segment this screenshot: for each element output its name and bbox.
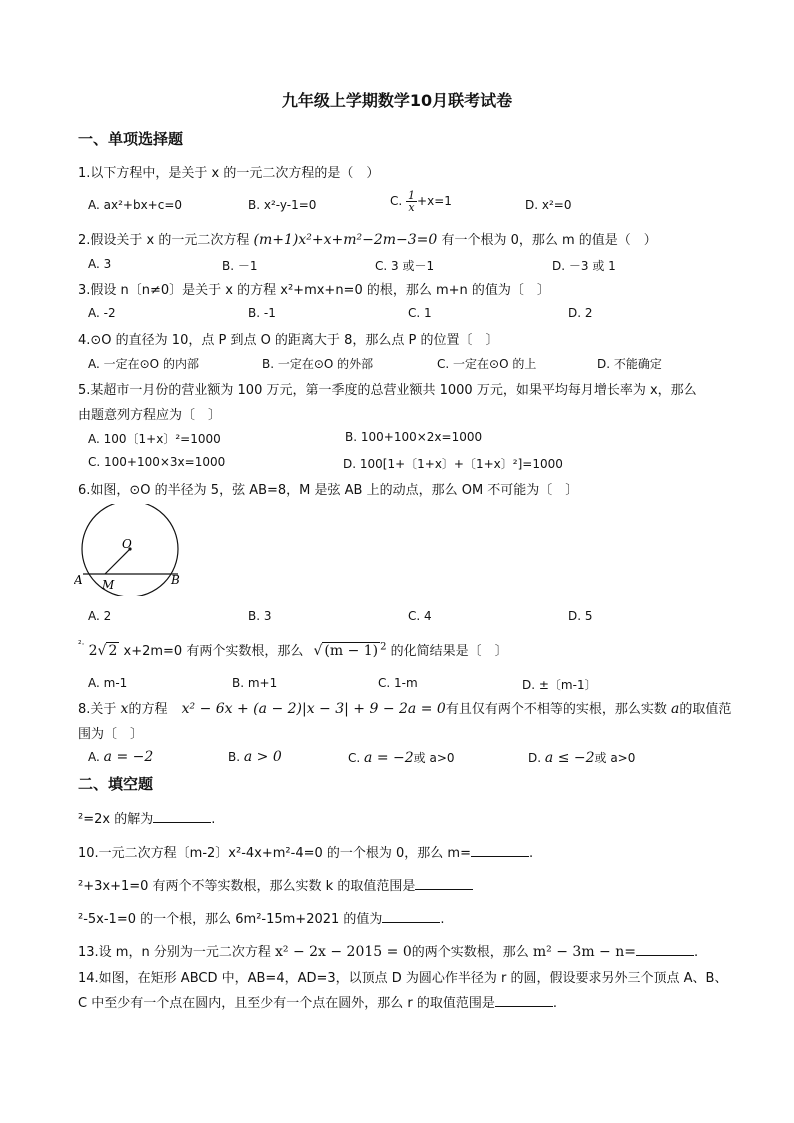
page-title: 九年级上学期数学10月联考试卷 bbox=[281, 91, 513, 110]
q3-option-c: C. 1 bbox=[408, 306, 432, 320]
label-b: B bbox=[171, 573, 180, 587]
question-8-stem-line2: 围为〔 〕 bbox=[78, 727, 144, 742]
question-1-stem: 1.以下方程中，是关于 x 的一元二次方程的是（ ） bbox=[78, 166, 380, 181]
q7-option-b: B. m+1 bbox=[232, 676, 278, 690]
q5-option-d: D. 100[1+〔1+x〕+〔1+x〕²]=1000 bbox=[343, 457, 563, 471]
q2-equation: (m+1)x²+x+m²−2m−3=0 bbox=[253, 232, 438, 248]
answer-blank[interactable] bbox=[471, 844, 529, 857]
q3-option-b: B. -1 bbox=[248, 306, 276, 320]
question-14-line2: C 中至少有一个点在圆内，且至少有一个点在圆外，那么 r 的取值范围是 . bbox=[78, 996, 557, 1011]
label-o: O bbox=[122, 537, 132, 551]
circle-figure bbox=[74, 504, 186, 596]
q5-option-b: B. 100+100×2x=1000 bbox=[345, 430, 483, 444]
answer-blank[interactable] bbox=[495, 994, 553, 1007]
q6-option-b: B. 3 bbox=[248, 609, 272, 623]
q2-option-b: B. －1 bbox=[222, 259, 258, 273]
q1-option-b: B. x²-y-1=0 bbox=[248, 198, 317, 212]
q2-option-c: C. 3 或－1 bbox=[375, 259, 435, 273]
answer-blank[interactable] bbox=[153, 810, 211, 823]
q2-option-d: D. －3 或 1 bbox=[552, 259, 616, 273]
q5-option-c: C. 100+100×3x=1000 bbox=[88, 455, 226, 469]
q6-option-d: D. 5 bbox=[568, 609, 593, 623]
q2-option-a: A. 3 bbox=[88, 257, 112, 271]
answer-blank[interactable] bbox=[415, 877, 473, 890]
answer-blank[interactable] bbox=[636, 943, 694, 956]
q3-option-a: A. -2 bbox=[88, 306, 116, 320]
q7-option-d: D. ±〔m-1〕 bbox=[522, 678, 597, 692]
q1-option-a: A. ax²+bx+c=0 bbox=[88, 198, 183, 212]
question-7-stem: $^{^2\cdot}$ 2√ 2 x+2m=0 有两个实数根，那么 √ (m − 1) $^2$ 的化简结果是〔 〕 bbox=[78, 640, 508, 659]
q4-option-d: D. 不能确定 bbox=[597, 357, 662, 371]
question-2-stem: 2.假设关于 x 的一元二次方程 (m+1)x²+x+m²−2m−3=0 有一个根为 0，那么 m 的值是（ ） bbox=[78, 232, 657, 248]
q5-option-a: A. 100〔1+x〕²=1000 bbox=[88, 432, 221, 446]
q4-option-b: B. 一定在⊙O 的外部 bbox=[262, 357, 374, 371]
question-11: ²+3x+1=0 有两个不等实数根，那么实数 k 的取值范围是 bbox=[78, 875, 473, 894]
q3-option-d: D. 2 bbox=[568, 306, 593, 320]
q7-option-a: A. m-1 bbox=[88, 676, 128, 690]
q7-option-c: C. 1-m bbox=[378, 676, 418, 690]
q8-option-d: D. a ≤ −2或 a>0 bbox=[528, 750, 636, 766]
q6-option-a: A. 2 bbox=[88, 609, 112, 623]
question-13: 13.设 m，n 分别为一元二次方程 x² − 2x − 2015 = 0的两个实数根，那么 m² − 3m − n= . bbox=[78, 944, 699, 960]
q4-option-a: A. 一定在⊙O 的内部 bbox=[88, 357, 199, 371]
q1-option-d: D. x²=0 bbox=[525, 198, 572, 212]
q8-option-c: C. a = −2或 a>0 bbox=[348, 750, 455, 766]
q8-option-a: A. a = −2 bbox=[88, 749, 154, 765]
question-5-stem-line2: 由题意列方程应为〔 〕 bbox=[78, 408, 222, 423]
question-12: ²-5x-1=0 的一个根，那么 6m²-15m+2021 的值为 . bbox=[78, 912, 445, 927]
q8-equation: x² − 6x + (a − 2)|x − 3| + 9 − 2a = 0 bbox=[181, 701, 446, 717]
label-m: M bbox=[102, 578, 115, 592]
section-heading-fill: 二、填空题 bbox=[78, 775, 154, 793]
question-5-stem-line1: 5.某超市一月份的营业额为 100 万元，第一季度的总营业额共 1000 万元，如果平均每月增长率为 x，那么 bbox=[78, 383, 697, 398]
section-heading-choice: 一、单项选择题 bbox=[78, 130, 184, 148]
question-8-stem-line1: 8.关于 x的方程 x² − 6x + (a − 2)|x − 3| + 9 − 2a = 0有且仅有两个不相等的实根，那么实数 a的取值范 bbox=[78, 701, 732, 717]
q1-option-c: C. $\frac{1}{x}$ +x=1 bbox=[390, 189, 452, 214]
q6-option-c: C. 4 bbox=[408, 609, 432, 623]
question-3-stem: 3.假设 n〔n≠0〕是关于 x 的方程 x²+mx+n=0 的根，那么 m+n 的值为〔 〕 bbox=[78, 283, 550, 298]
question-9: ²=2x 的解为 . bbox=[78, 812, 216, 827]
q4-option-c: C. 一定在⊙O 的上 bbox=[437, 357, 537, 371]
q8-option-b: B. a > 0 bbox=[228, 749, 282, 765]
question-4-stem: 4.⊙O 的直径为 10，点 P 到点 O 的距离大于 8，那么点 P 的位置〔 〕 bbox=[78, 333, 499, 348]
question-14-line1: 14.如图，在矩形 ABCD 中，AB=4，AD=3，以顶点 D 为圆心作半径为 r 的圆，假设要求另外三个顶点 A、B、 bbox=[78, 971, 728, 986]
question-10: 10.一元二次方程〔m-2〕x²-4x+m²-4=0 的一个根为 0，那么 m= . bbox=[78, 846, 534, 861]
label-a: A bbox=[74, 573, 83, 587]
question-6-stem: 6.如图，⊙O 的半径为 5，弦 AB=8，M 是弦 AB 上的动点，那么 OM 不可能为〔 〕 bbox=[78, 483, 579, 498]
answer-blank[interactable] bbox=[382, 910, 440, 923]
